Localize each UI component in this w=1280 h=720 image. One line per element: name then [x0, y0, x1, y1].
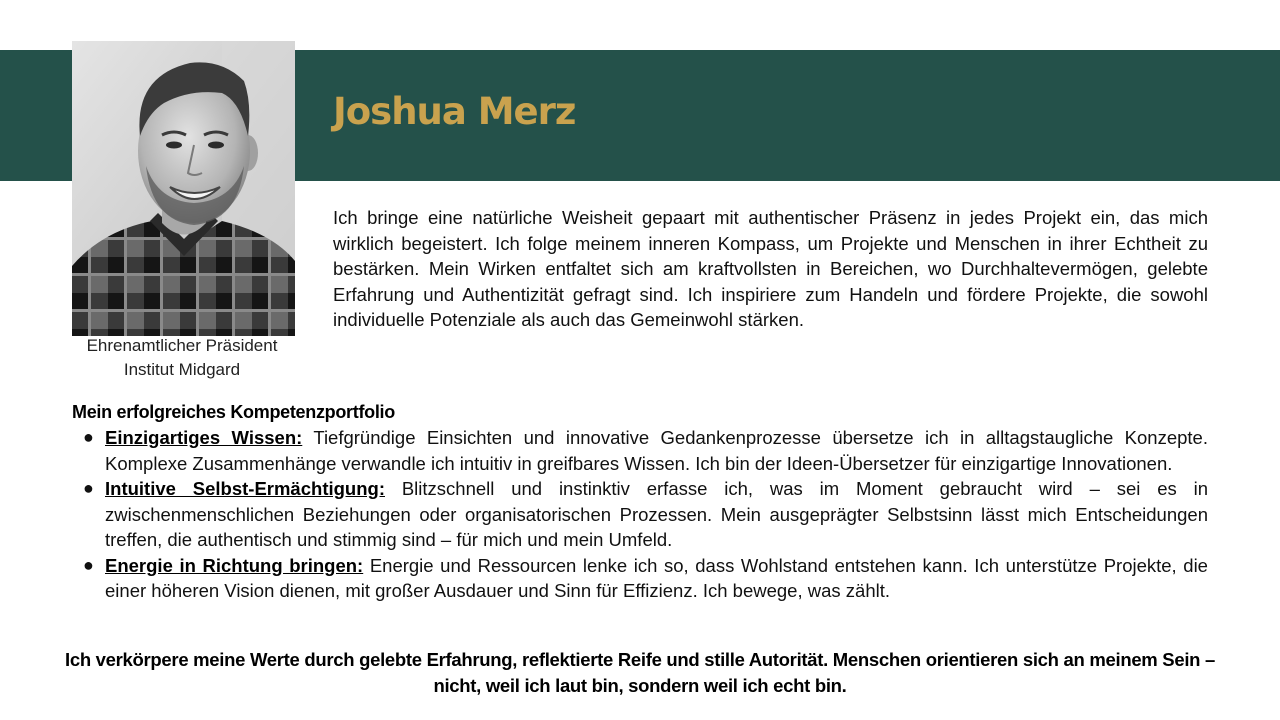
caption-role: Ehrenamtlicher Präsident: [86, 336, 278, 355]
intro-paragraph: Ich bringe eine natürliche Weisheit gepaart mit authentischer Präsenz in jedes Projekt ein, das mich wirklich begeistert. Ich folge meinem inneren Kompass, um Projekte und Menschen in ihrer Echtheit zu bestärken. Mein Wirken entfaltet sich am kraftvollsten in Bereichen, wo Durchhaltevermögen, gelebte Erfahrung und Authentizität gefragt sind. Ich inspiriere zum Handeln und fördere Projekte, die sowohl individuelle Potenziale als auch das Gemeinwohl stärken.: [333, 207, 1208, 330]
bullet-icon: ●: [83, 478, 94, 498]
skill-title: Energie in Richtung bringen:: [105, 554, 364, 576]
skill-text: Blitzschnell und instinktiv erfasse ich, was im Moment gebraucht wird – sei es in zwischenmenschlichen Beziehungen oder organisatorischen Prozessen. Mein ausgeprägter Selbstsinn lässt mich Entscheidungen treffen, die authentisch und stimmig sind – für mich und mein Umfeld.: [105, 478, 1208, 550]
list-item: [83, 425, 1208, 476]
skill-text: Tiefgründige Einsichten und innovative Gedankenprozesse übersetze ich in alltagstaugliche Konzepte. Komplexe Zusammenhänge verwandle ich intuitiv in greifbares Wissen. Ich bin der Ideen-Übersetzer für einzigartige Innovationen.: [105, 427, 1208, 474]
caption-organization: Institut Midgard: [123, 360, 241, 379]
bullet-icon: ●: [83, 554, 94, 575]
portfolio-heading: Mein erfolgreiches Kompetenzportfolio: [72, 402, 395, 422]
list-item: [83, 476, 1208, 553]
skill-title: Einzigartiges Wissen:: [105, 427, 303, 448]
list-item: [83, 553, 1208, 604]
skill-title: Intuitive Selbst-Ermächtigung:: [105, 478, 385, 499]
bullet-icon: ●: [83, 427, 94, 447]
profile-caption: [62, 334, 302, 382]
profile-photo: [72, 41, 295, 336]
profile-name: Joshua Merz: [333, 90, 576, 133]
skill-text: Energie und Ressourcen lenke ich so, dass Wohlstand entstehen kann. Ich unterstütze Projekte, die einer höheren Vision dienen, mit großer Ausdauer und Sinn für Effizienz. Ich bewege, was zählt.: [105, 554, 1208, 601]
closing-statement: Ich verkörpere meine Werte durch gelebte Erfahrung, reflektierte Reife und stille Autorität. Menschen orientieren sich an meinem Sein – nicht, weil ich laut bin, sondern weil ich echt bin.: [65, 649, 1215, 696]
skills-list: [83, 425, 1208, 604]
